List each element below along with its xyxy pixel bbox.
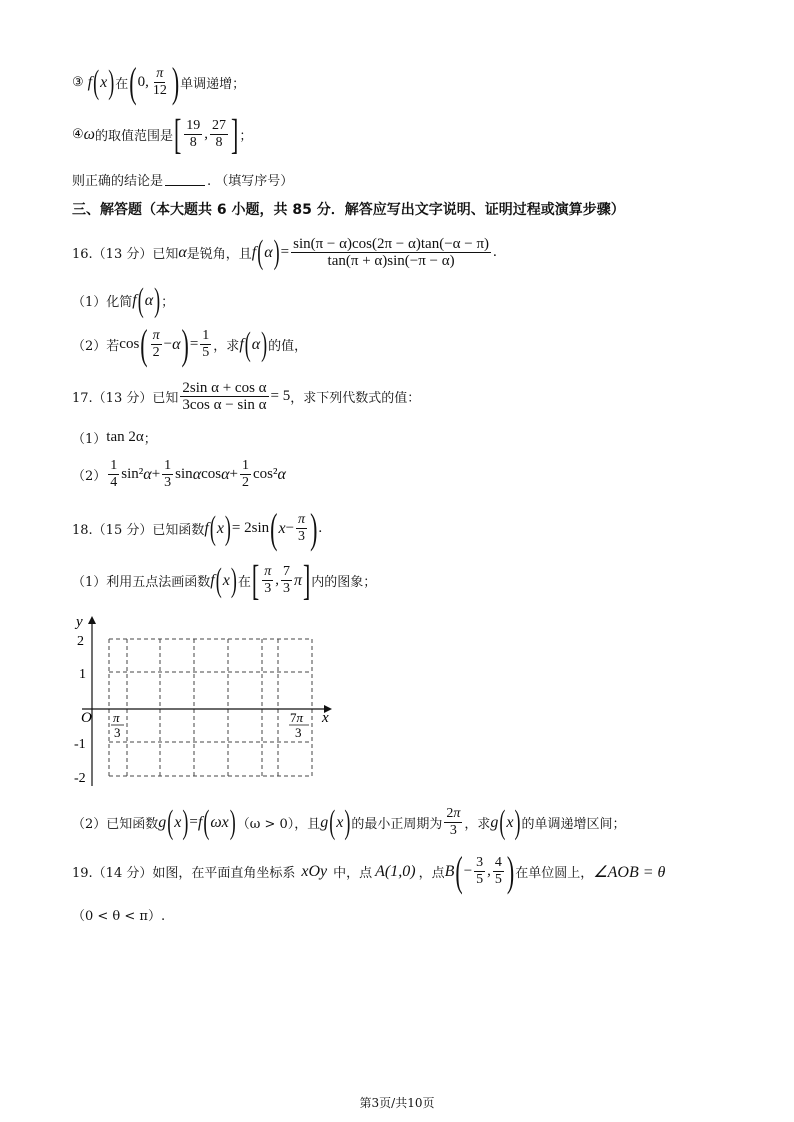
page-footer: 第3页/共10页 xyxy=(359,1096,435,1110)
q17-p1: （1） xyxy=(72,432,107,447)
q16-p2a: （2）若 xyxy=(72,339,120,354)
frac-num: π xyxy=(156,66,164,81)
q16-num: sin(π − α)cos(2π − α)tan(−α − π) xyxy=(293,236,490,252)
q18-p1: （1）利用五点法画函数 xyxy=(72,575,211,590)
q17-p1end: ； xyxy=(143,432,157,447)
q19-xoy: xOy xyxy=(301,862,328,880)
point-a: A(1,0) xyxy=(375,862,416,880)
svg-text:3: 3 xyxy=(114,725,121,740)
frac-den: 8 xyxy=(189,135,197,150)
origin-label: O xyxy=(81,710,92,726)
angle-aob: ∠AOB = θ xyxy=(593,863,666,881)
q16-head: 16.（13 分）已知 xyxy=(72,247,179,262)
answer-line xyxy=(72,170,293,189)
point-b: B xyxy=(444,862,455,880)
q18-p2: （2）已知函数 xyxy=(72,817,159,832)
q19-mid: 中，点 xyxy=(333,866,373,881)
question-16: 16.（13 分）已知 α 是锐角，且 f ( α ) = $\frac{\sin(\pi - \alpha)\cos(2\pi - \alpha)\tan(-\alpha - \pi)}{\tan(\pi + \alpha)\sin(-\pi - \alpha)}$ . xyxy=(72,232,497,271)
q18-p2d: ，求 xyxy=(464,817,491,832)
question-19: 19.（14 分）如图，在平面直角坐标系 xOy 中，点 A(1,0) ，点 B ( − $\frac{3}{5}$ , $\frac{4}{5}$ ) 在单位圆上， ∠AOB = θ xyxy=(72,846,666,895)
q17-den: 3cos α − sin α xyxy=(182,397,267,413)
frac-num: 27 xyxy=(212,118,227,133)
func-name: f xyxy=(87,73,93,91)
y-tick-neg2: -2 xyxy=(74,771,86,786)
q19-mid2: ，点 xyxy=(418,866,445,881)
q17-head: 17.（13 分）已知 xyxy=(72,391,179,406)
answer-blank[interactable] xyxy=(165,173,205,186)
option-4-end: ； xyxy=(239,129,253,144)
q18-p1c: 内的图象； xyxy=(311,575,377,590)
question-17 xyxy=(72,380,420,413)
grid-lines xyxy=(109,639,312,776)
q16-p2b: ，求 xyxy=(213,339,240,354)
q17-eq: = 5 xyxy=(270,388,291,404)
q17-num: 2sin α + cos α xyxy=(182,380,267,396)
y-tick-1: 1 xyxy=(79,667,86,682)
q17-tail: ，求下列代数式的值： xyxy=(290,391,421,406)
question-18: 18.（15 分）已知函数 f ( x ) = 2sin ( x − $\frac{\pi}{3}$ ) . xyxy=(72,503,323,552)
frac-den: 8 xyxy=(215,135,223,150)
q16-part2: （2）若 cos ( $\frac{\pi}{2}$ − α ) = $\frac{1}{5}$ ，求 f ( α ) 的值， xyxy=(72,319,308,368)
q18-p1b: 在 xyxy=(237,575,251,590)
omega: ω xyxy=(83,125,95,143)
q19-tail: 在单位圆上， xyxy=(515,866,594,881)
option-3-text: 单调递增； xyxy=(180,77,246,92)
svg-text:7π: 7π xyxy=(290,710,304,725)
svg-text:π: π xyxy=(113,710,120,725)
q16-mid: 是锐角，且 xyxy=(186,247,252,262)
q17-part1 xyxy=(72,428,157,447)
q16-p1: （1）化简 xyxy=(72,295,133,310)
svg-text:3: 3 xyxy=(295,725,302,740)
y-tick-neg1: -1 xyxy=(74,737,86,752)
q18-p2b: （ω > 0），且 xyxy=(236,817,321,832)
q18-part2: （2）已知函数 g ( x ) = f ( ωx ) （ω > 0），且 g ( x ) 的最小正周期为 $\frac{2\pi}{3}$ ，求 g ( x ) 的单调递增区间； xyxy=(72,802,626,841)
interval-left: 0, xyxy=(137,74,149,90)
x-axis-label: x xyxy=(322,710,329,726)
q17-p1expr: tan 2α xyxy=(106,429,144,445)
option-3-in: 在 xyxy=(115,77,129,92)
q18-head: 18.（15 分）已知函数 xyxy=(72,523,205,538)
var-x: x xyxy=(100,73,108,91)
y-tick-2: 2 xyxy=(77,634,84,649)
frac-num: 19 xyxy=(186,118,201,133)
answer-tail: . （填写序号） xyxy=(207,174,294,189)
q19-cond: （0 < θ < π）. xyxy=(72,909,166,924)
q16-part1: （1）化简 f ( α ) ； xyxy=(72,280,175,319)
coordinate-grid xyxy=(72,614,342,792)
option-4-text: 的取值范围是 xyxy=(94,129,173,144)
q18-part1: （1）利用五点法画函数 f ( x ) 在 [ $\frac{\pi}{3}$ , $\frac{7}{3}$ π ] 内的图象； xyxy=(72,555,377,604)
x-tick-end xyxy=(289,710,309,740)
q16-den: tan(π + α)sin(−π − α) xyxy=(327,253,455,269)
option-3-mark: ③ xyxy=(72,75,84,90)
answer-text: 则正确的结论是 xyxy=(72,174,164,189)
x-tick-start xyxy=(111,710,124,740)
y-axis-arrow xyxy=(88,616,96,624)
q18-p2e: 的单调递增区间； xyxy=(521,817,626,832)
q18-p2c: 的最小正周期为 xyxy=(351,817,443,832)
q19-head: 19.（14 分）如图，在平面直角坐标系 xyxy=(72,866,296,881)
option-4-mark: ④ xyxy=(72,127,84,142)
option-3: ③ f ( x ) 在 ( 0, $\frac{\pi}{12}$ ) 单调递增； xyxy=(72,57,246,106)
frac-den: 12 xyxy=(152,83,167,98)
q16-p2c: 的值， xyxy=(268,339,308,354)
section-3-title: 三、解答题（本大题共 6 小题，共 85 分．解答应写出文字说明、证明过程或演算步骤） xyxy=(72,202,625,218)
option-4: ④ ω 的取值范围是 [ $\frac{19}{8}$ , $\frac{27}{8}$ ] ； xyxy=(72,109,253,158)
q17-p2: （2） xyxy=(72,469,107,484)
q17-part2: （2） $\frac{1}{4}$ sin² α + $\frac{1}{3}$ sin α cos α + $\frac{1}{2}$ cos² α xyxy=(72,458,286,490)
y-axis-label: y xyxy=(76,614,83,630)
